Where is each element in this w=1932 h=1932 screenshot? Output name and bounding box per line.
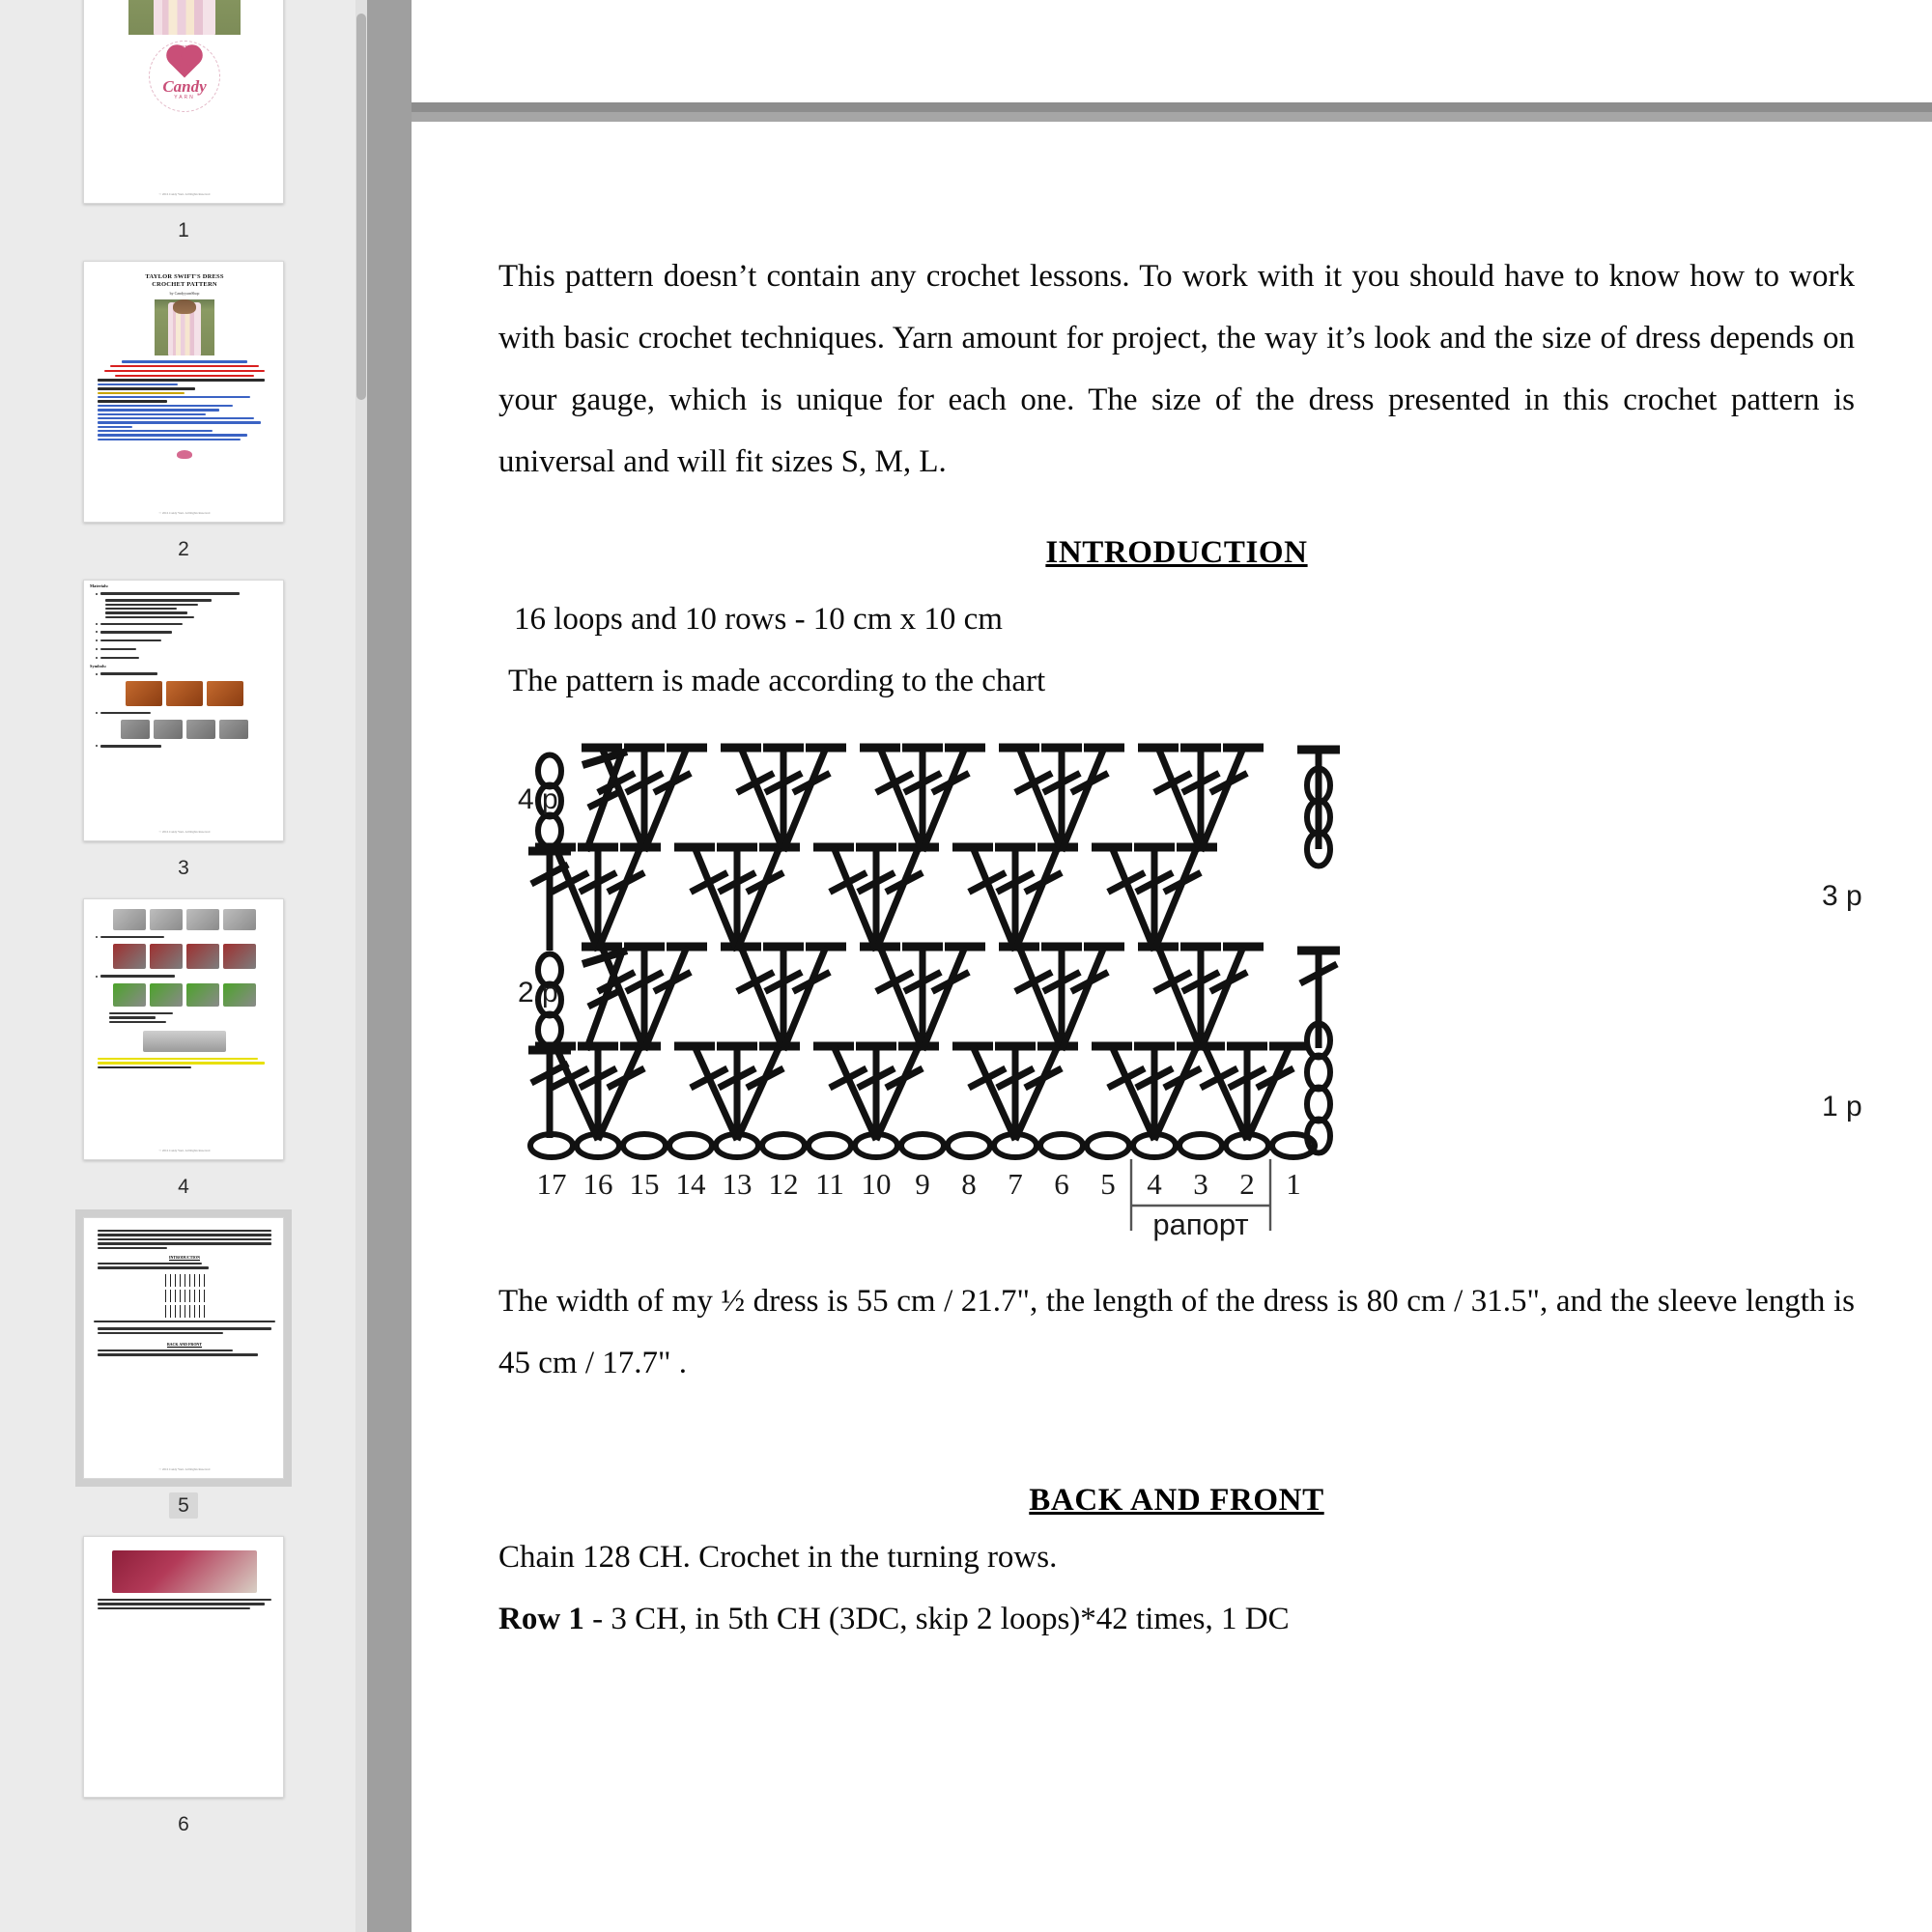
crochet-chart-svg (498, 735, 1861, 1189)
page-viewer[interactable] (412, 0, 1932, 1932)
page5-footer: © 2016 Candy Yarn. All Rights Reserved (158, 1467, 211, 1471)
symbol-images-row-2 (84, 720, 284, 739)
row-label-4p: 4 p (518, 783, 558, 815)
tr-images-row (84, 944, 284, 969)
thumbnail-page-1[interactable] (0, 0, 367, 243)
chart-column-number: 9 (915, 1167, 930, 1201)
page5-paragraph (84, 1230, 284, 1249)
chart-column-number: 15 (629, 1167, 660, 1201)
thumbnail-page-6[interactable] (0, 1536, 367, 1837)
cover-footer: © 2016 Candy Yarn. All Rights Reserved (158, 192, 211, 196)
page4-footer: © 2016 Candy Yarn. All Rights Reserved (158, 1149, 211, 1152)
highlighted-notes (84, 1058, 284, 1068)
page3-footer: © 2016 Candy Yarn. All Rights Reserved (158, 830, 211, 834)
introduction-heading: INTRODUCTION (1045, 535, 1308, 570)
chart-column-number: 4 (1147, 1167, 1162, 1201)
thumbnail-canvas (84, 262, 284, 522)
chart-column-number: 12 (768, 1167, 799, 1201)
chart-column-number: 16 (582, 1167, 613, 1201)
sidebar-divider[interactable] (367, 0, 412, 1932)
page5-measurements (84, 1327, 284, 1334)
thumbnail-page-number: 6 (178, 1813, 189, 1835)
thumbnail-frame[interactable] (83, 0, 284, 204)
thumbnail-page-5[interactable] (0, 1217, 367, 1519)
symbols-list-2 (84, 710, 284, 716)
numbered-notes (84, 1012, 284, 1023)
thumbnail-canvas (84, 1218, 284, 1478)
symbols-list (84, 670, 284, 676)
symbols-heading: Symbols: (90, 664, 107, 669)
thumbnail-frame[interactable] (83, 1536, 284, 1798)
thumbnail-page-number: 3 (178, 857, 189, 879)
thumbnail-page-number: 2 (178, 538, 189, 560)
chart-row-image (84, 1031, 284, 1052)
green-images-row (84, 983, 284, 1007)
logo-word: Candy (162, 77, 207, 97)
chart-column-number: 7 (1008, 1167, 1023, 1201)
sidebar-scrollbar-thumb[interactable] (356, 14, 366, 400)
current-page (412, 122, 1932, 1932)
row-label-1p: 1 p (1822, 1091, 1862, 1122)
row1-label: Row 1 (498, 1602, 584, 1636)
page5-intro-heading: INTRODUCTION (168, 1254, 200, 1260)
chart-column-number: 5 (1100, 1167, 1116, 1201)
thumbnail-sidebar[interactable] (0, 0, 367, 1932)
page5-gauge (84, 1263, 284, 1269)
page5-backfront-heading: BACK AND FRONT (166, 1341, 202, 1347)
chart-column-number: 2 (1239, 1167, 1255, 1201)
materials-heading: Materials: (90, 583, 109, 588)
tr-label (84, 973, 284, 979)
page2-logo-mark (84, 446, 284, 464)
page2-footer: © 2016 Candy Yarn. All Rights Reserved (158, 511, 211, 515)
title-link-block (84, 360, 284, 440)
row-label-3p: 3 p (1822, 880, 1862, 912)
thumbnail-page-number: 1 (178, 219, 189, 242)
thumbnail-canvas (84, 1537, 284, 1797)
chart-column-number: 17 (536, 1167, 567, 1201)
chart-column-number: 13 (722, 1167, 753, 1201)
dc-images-row (84, 909, 284, 930)
thumbnail-page-4[interactable] (0, 898, 367, 1200)
chart-column-number: 1 (1286, 1167, 1301, 1201)
page5-rows (84, 1350, 284, 1356)
measurements-paragraph: The width of my ½ dress is 55 cm / 21.7", the length of the dress is 80 cm / 31.5", and the sleeve length is 45 cm / 17.7" . (498, 1284, 1855, 1380)
thumbnail-canvas (84, 0, 284, 203)
title-line-1: TAYLOR SWIFT'S DRESS (145, 273, 224, 280)
row-label-2p: 2 p (518, 977, 558, 1009)
page6-photo (84, 1550, 284, 1593)
chart-column-number: 6 (1054, 1167, 1069, 1201)
symbols-list-3 (84, 743, 284, 749)
thumbnail-frame[interactable] (83, 261, 284, 523)
thumbnail-strip (0, 0, 367, 1855)
chart-column-number: 14 (675, 1167, 706, 1201)
chart-note: The pattern is made according to the chart (508, 664, 1046, 698)
crochet-chart (498, 735, 1862, 1241)
materials-list (84, 590, 284, 661)
title-line-2: CROCHET PATTERN (152, 281, 217, 289)
chart-column-number: 8 (961, 1167, 977, 1201)
candy-yarn-logo (149, 41, 220, 112)
chain-line: Chain 128 CH. Crochet in the turning rows. (498, 1540, 1058, 1575)
logo-yarn-text: YARN (174, 94, 195, 100)
title-byline: by CandyyarnShop (169, 291, 200, 297)
page5-chart-mini (94, 1274, 275, 1322)
chart-column-number: 10 (861, 1167, 892, 1201)
page-content (498, 122, 1862, 1650)
rapport-label: рапорт (1152, 1208, 1249, 1241)
gauge-line: 16 loops and 10 rows - 10 cm x 10 cm (514, 602, 1003, 637)
thumbnail-page-2[interactable] (0, 261, 367, 562)
thumbnail-frame[interactable] (83, 898, 284, 1160)
title-photo (155, 299, 214, 355)
previous-page-edge (412, 0, 1932, 112)
chart-column-number: 3 (1193, 1167, 1208, 1201)
heart-icon (169, 47, 199, 77)
chart-column-number: 11 (815, 1167, 844, 1201)
thumbnail-page-number: 4 (178, 1176, 189, 1198)
dc-label (84, 934, 284, 940)
thumbnail-frame[interactable] (83, 580, 284, 841)
thumbnail-canvas (84, 581, 284, 840)
symbol-images-row-1 (84, 681, 284, 706)
thumbnail-page-3[interactable] (0, 580, 367, 881)
cover-photo (128, 0, 241, 35)
page6-lines (84, 1599, 284, 1609)
row1-line (498, 1588, 1855, 1650)
thumbnail-canvas (84, 899, 284, 1159)
row1-rest: - 3 CH, in 5th CH (3DC, skip 2 loops)*42 times, 1 DC (583, 1602, 1290, 1636)
back-and-front-heading: BACK AND FRONT (1029, 1483, 1324, 1518)
thumbnail-page-number-current: 5 (169, 1492, 198, 1519)
thumbnail-frame-selected[interactable] (83, 1217, 284, 1479)
intro-paragraph: This pattern doesn’t contain any crochet lessons. To work with it you should have to know how to work with basic crochet techniques. Yarn amount for project, the way it’s look and the size of dress depends on your gauge, which is unique for each one. The size of the dress presented in this crochet pattern is universal and will fit sizes S, M, L. (498, 259, 1855, 479)
